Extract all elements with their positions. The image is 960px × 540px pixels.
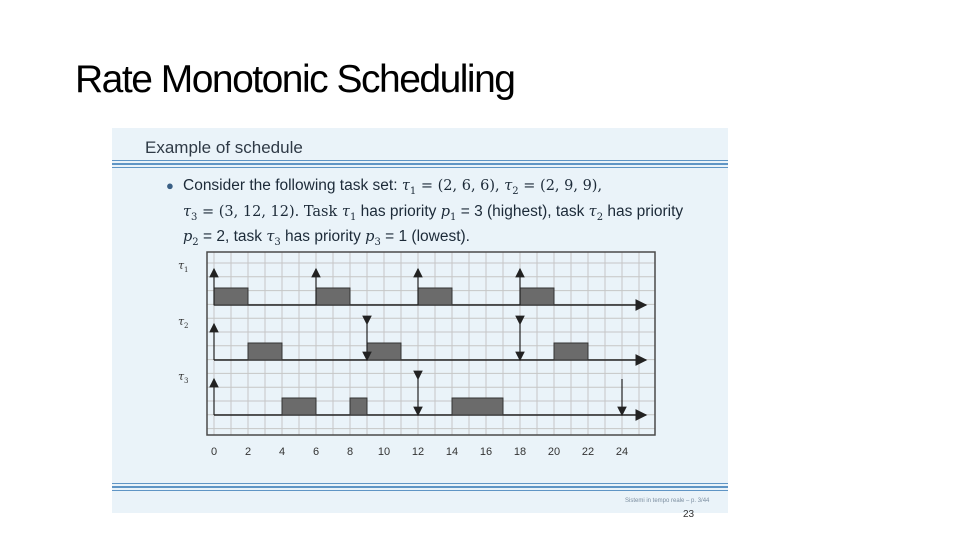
- execution-block: [214, 288, 248, 305]
- task-label-subscript: 1: [184, 266, 189, 274]
- x-tick-label: 24: [615, 446, 629, 458]
- task-params: = (3, 12, 12). Task: [197, 203, 342, 220]
- task-label: τ: [178, 370, 185, 383]
- x-tick-label: 20: [547, 446, 561, 458]
- slide-footer: Sistemi in tempo reale – p. 3/44: [625, 498, 710, 504]
- x-tick-label: 16: [479, 446, 493, 458]
- footer-rule: [112, 490, 728, 491]
- subscript: 1: [450, 211, 457, 223]
- bullet-part: has priority: [280, 228, 366, 246]
- execution-block: [282, 398, 316, 415]
- x-tick-label: 6: [312, 446, 320, 458]
- execution-block: [367, 343, 401, 360]
- x-tick-label: 10: [377, 446, 391, 458]
- task-symbol: τ: [588, 203, 597, 220]
- slide-heading: Example of schedule: [145, 138, 303, 157]
- priority-value: = 3 (highest), task: [456, 202, 589, 220]
- task-symbol: τ: [504, 178, 513, 194]
- task-params: = (2, 9, 9),: [518, 178, 603, 194]
- execution-block: [554, 343, 588, 360]
- bullet-icon: ●: [166, 178, 174, 193]
- x-tick-label: 4: [278, 446, 286, 458]
- bullet-part: has priority: [603, 202, 684, 220]
- page-number: 23: [683, 509, 695, 520]
- embedded-slide-image: [112, 128, 728, 513]
- subscript: 2: [192, 237, 199, 249]
- execution-block: [248, 343, 282, 360]
- footer-rule: [112, 486, 728, 488]
- task-symbol: τ: [266, 229, 275, 246]
- subscript: 3: [191, 211, 198, 223]
- task-label-subscript: 3: [184, 377, 189, 385]
- priority-value: = 2, task: [198, 228, 267, 246]
- heading-rule: [112, 167, 728, 168]
- heading-rule: [112, 160, 728, 161]
- bullet-part: has priority: [356, 202, 441, 220]
- subscript: 3: [374, 237, 381, 249]
- priority-symbol: p: [440, 203, 451, 220]
- task-label: τ: [178, 315, 185, 328]
- x-tick-label: 2: [244, 446, 252, 458]
- priority-value: = 1 (lowest).: [380, 228, 470, 246]
- execution-block: [418, 288, 452, 305]
- subscript: 1: [349, 211, 357, 223]
- execution-block: [350, 398, 367, 415]
- task-label: τ: [178, 259, 185, 272]
- task-params: = (2, 6, 6),: [416, 178, 505, 194]
- x-tick-label: 18: [513, 446, 527, 458]
- task-label-subscript: 2: [184, 322, 189, 330]
- execution-block: [520, 288, 554, 305]
- subscript: 3: [274, 237, 281, 249]
- subscript: 2: [512, 186, 519, 198]
- page-title: Rate Monotonic Scheduling: [75, 58, 515, 101]
- bullet-text: [164, 176, 733, 253]
- x-tick-label: 22: [581, 446, 595, 458]
- x-tick-label: 8: [346, 446, 354, 458]
- priority-symbol: p: [183, 229, 193, 246]
- x-tick-label: 12: [411, 446, 425, 458]
- footer-rule: [112, 483, 728, 484]
- execution-block: [452, 398, 503, 415]
- x-tick-label: 0: [210, 446, 218, 458]
- bullet-part: Consider the following task set:: [183, 177, 402, 194]
- task-symbol: τ: [401, 178, 410, 194]
- task-symbol: τ: [183, 203, 192, 220]
- heading-rule: [112, 163, 728, 165]
- execution-block: [316, 288, 350, 305]
- schedule-chart: [170, 249, 670, 464]
- x-tick-label: 14: [445, 446, 459, 458]
- subscript: 1: [409, 186, 417, 198]
- task-symbol: τ: [341, 203, 350, 220]
- priority-symbol: p: [365, 229, 375, 246]
- subscript: 2: [596, 211, 604, 223]
